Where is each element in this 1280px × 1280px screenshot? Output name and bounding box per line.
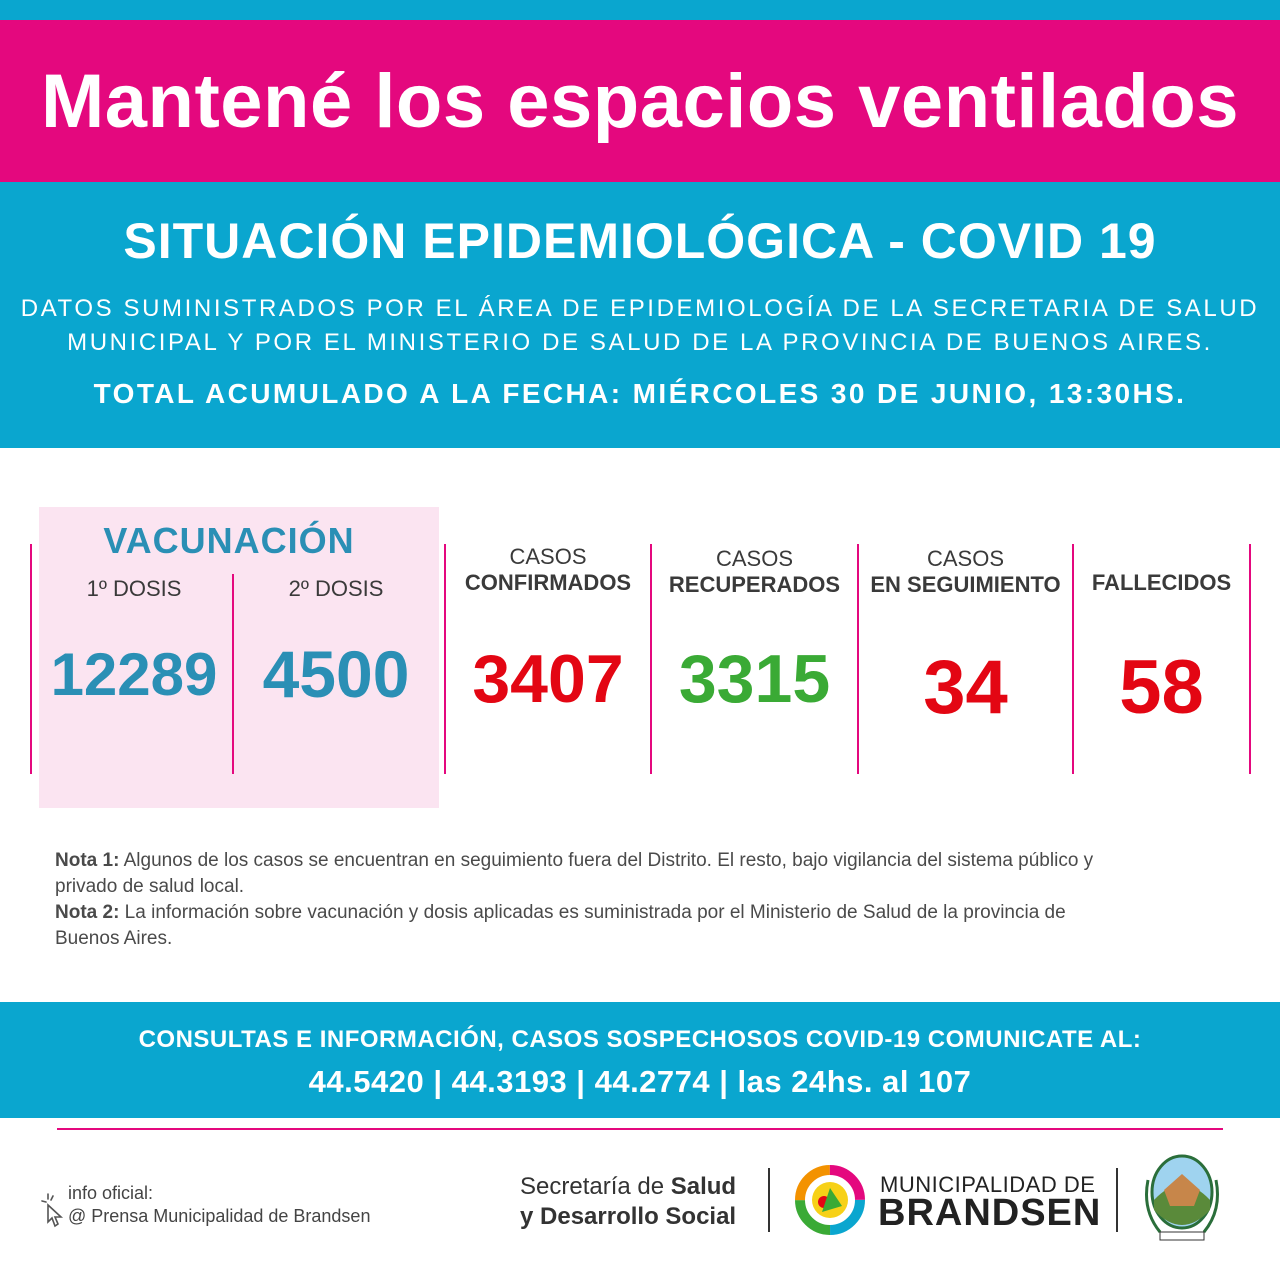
cursor-click-icon — [40, 1192, 66, 1232]
footer-separator — [768, 1168, 770, 1232]
confirmed-label-top: CASOS — [509, 544, 587, 569]
report-date: TOTAL ACUMULADO A LA FECHA: MIÉRCOLES 30 DE JUNIO, 13:30HS. — [93, 378, 1187, 409]
data-source-line-2: MUNICIPAL Y POR EL MINISTERIO DE SALUD DE LA PROVINCIA DE BUENOS AIRES. — [67, 329, 1213, 356]
dose1-label: 1º DOSIS — [86, 576, 182, 601]
title-banner — [0, 182, 1280, 448]
deceased-value: 58 — [1119, 645, 1204, 730]
confirmed-label — [446, 544, 650, 596]
note-1 — [55, 848, 1095, 900]
recovered-label-top: CASOS — [715, 546, 794, 571]
note-1-text: Algunos de los casos se encuentran en seguimiento fuera del Distrito. El resto, bajo vigilancia del sistema público y privado de salud local. — [55, 850, 1094, 897]
note-2 — [55, 900, 1095, 952]
contact-heading: CONSULTAS E INFORMACIÓN, CASOS SOSPECHOSOS COVID-19 COMUNICATE AL: — [138, 1026, 1142, 1053]
divider — [30, 544, 32, 774]
vaccination-title: VACUNACIÓN — [103, 520, 355, 561]
divider — [1249, 544, 1251, 774]
info-label: info oficial: — [68, 1183, 154, 1203]
deceased-label: FALLECIDOS — [1091, 570, 1232, 595]
secretaria-bold: Salud — [670, 1173, 737, 1200]
municipality-line-2: BRANDSEN — [878, 1192, 1102, 1234]
note-1-label: Nota 1: — [55, 850, 120, 871]
dose2-label: 2º DOSIS — [288, 576, 384, 601]
data-source-text — [0, 292, 1280, 360]
recovered-label-bottom: RECUPERADOS — [668, 572, 841, 597]
dose1-value: 12289 — [50, 641, 218, 708]
monitoring-label-bottom: EN SEGUIMIENTO — [870, 572, 1061, 597]
footer-divider — [57, 1128, 1223, 1130]
footnotes — [55, 848, 1095, 952]
data-source-line-1: DATOS SUMINISTRADOS POR EL ÁREA DE EPIDEMIOLOGÍA DE LA SECRETARIA DE SALUD — [20, 295, 1260, 322]
monitoring-value: 34 — [923, 645, 1008, 730]
info-handle[interactable]: @ Prensa Municipalidad de Brandsen — [68, 1206, 371, 1226]
contact-banner — [0, 1002, 1280, 1118]
municipality-logo-icon — [792, 1162, 868, 1238]
confirmed-label-bottom: CONFIRMADOS — [464, 570, 632, 595]
brandsen-coat-of-arms-icon — [1140, 1150, 1224, 1246]
confirmed-value: 3407 — [472, 641, 624, 717]
secretaria-label — [520, 1172, 736, 1232]
report-title: SITUACIÓN EPIDEMIOLÓGICA - COVID 19 — [123, 213, 1157, 269]
footer-separator — [1116, 1168, 1118, 1232]
note-2-text: La información sobre vacunación y dosis aplicadas es suministrada por el Ministerio de Salud de la provincia de Buenos Aires. — [55, 902, 1066, 949]
recovered-value: 3315 — [678, 641, 831, 717]
slogan-banner — [0, 20, 1280, 182]
note-2-label: Nota 2: — [55, 902, 120, 923]
secretaria-line-2: y Desarrollo Social — [520, 1203, 737, 1230]
recovered-label — [652, 546, 857, 598]
monitoring-label-top: CASOS — [926, 546, 1005, 571]
slogan-text: Mantené los espacios ventilados — [40, 58, 1240, 144]
secretaria-prefix: Secretaría de — [520, 1173, 671, 1200]
municipality-line-1: MUNICIPALIDAD DE — [880, 1172, 1096, 1197]
divider — [232, 574, 234, 774]
contact-phones: 44.5420 | 44.3193 | 44.2774 | las 24hs. al 107 — [308, 1064, 972, 1099]
dose2-value: 4500 — [262, 637, 410, 711]
top-accent-bar — [0, 0, 1280, 20]
monitoring-label — [859, 546, 1072, 598]
